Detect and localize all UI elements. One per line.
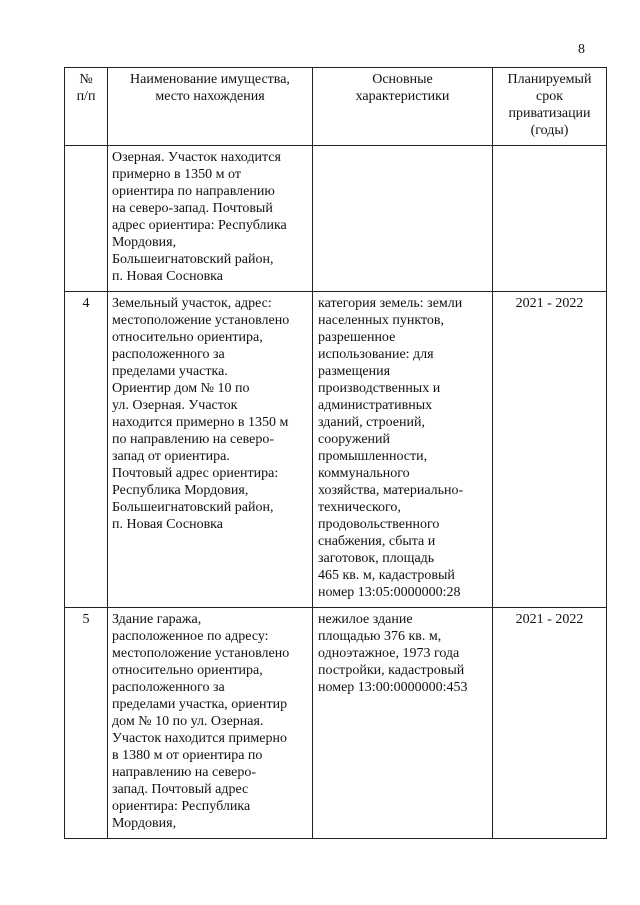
row-characteristics: нежилое здание площадью 376 кв. м, одноэтажное, 1973 года постройки, кадастровый номер 13:00:0000000:453 [313,608,493,839]
row-number: 5 [65,608,108,839]
row-years: 2021 - 2022 [493,608,607,839]
table-row [65,292,607,608]
row-number: 4 [65,292,108,608]
row-years [493,146,607,292]
row-name: Озерная. Участок находится примерно в 1350 м от ориентира по направлению на северо-запад. Почтовый адрес ориентира: Республика Мордовия, Большеигнатовский район, п. Новая Сосновка [108,146,313,292]
row-name: Здание гаража, расположенное по адресу: местоположение установлено относительно ориентира, расположенного за пределами участка, ориентир дом № 10 по ул. Озерная. Участок находится примерно в 1380 м от ориентира по направлению на северо- запад. Почтовый адрес ориентира: Республика Мордовия, [108,608,313,839]
row-characteristics [313,146,493,292]
header-name-location: Наименование имущества, место нахождения [108,68,313,146]
header-characteristics: Основные характеристики [313,68,493,146]
table-row [65,146,607,292]
header-row [65,68,607,146]
header-number: № п/п [65,68,108,146]
property-table [64,67,607,839]
row-years: 2021 - 2022 [493,292,607,608]
header-privatization-period: Планируемый срок приватизации (годы) [493,68,607,146]
table-row [65,608,607,839]
row-number [65,146,108,292]
table-header [65,68,607,146]
row-name: Земельный участок, адрес: местоположение установлено относительно ориентира, расположенного за пределами участка. Ориентир дом № 10 по ул. Озерная. Участок находится примерно в 1350 м по направлению на северо- запад от ориентира. Почтовый адрес ориентира: Республика Мордовия, Большеигнатовский район, п. Новая Сосновка [108,292,313,608]
page-number: 8 [578,42,585,57]
row-characteristics: категория земель: земли населенных пунктов, разрешенное использование: для размещения производственных и административных зданий, строений, сооружений промышленности, коммунального хозяйства, материально- технического, продовольственного снабжения, сбыта и заготовок, площадь 465 кв. м, кадастровый номер 13:05:0000000:28 [313,292,493,608]
